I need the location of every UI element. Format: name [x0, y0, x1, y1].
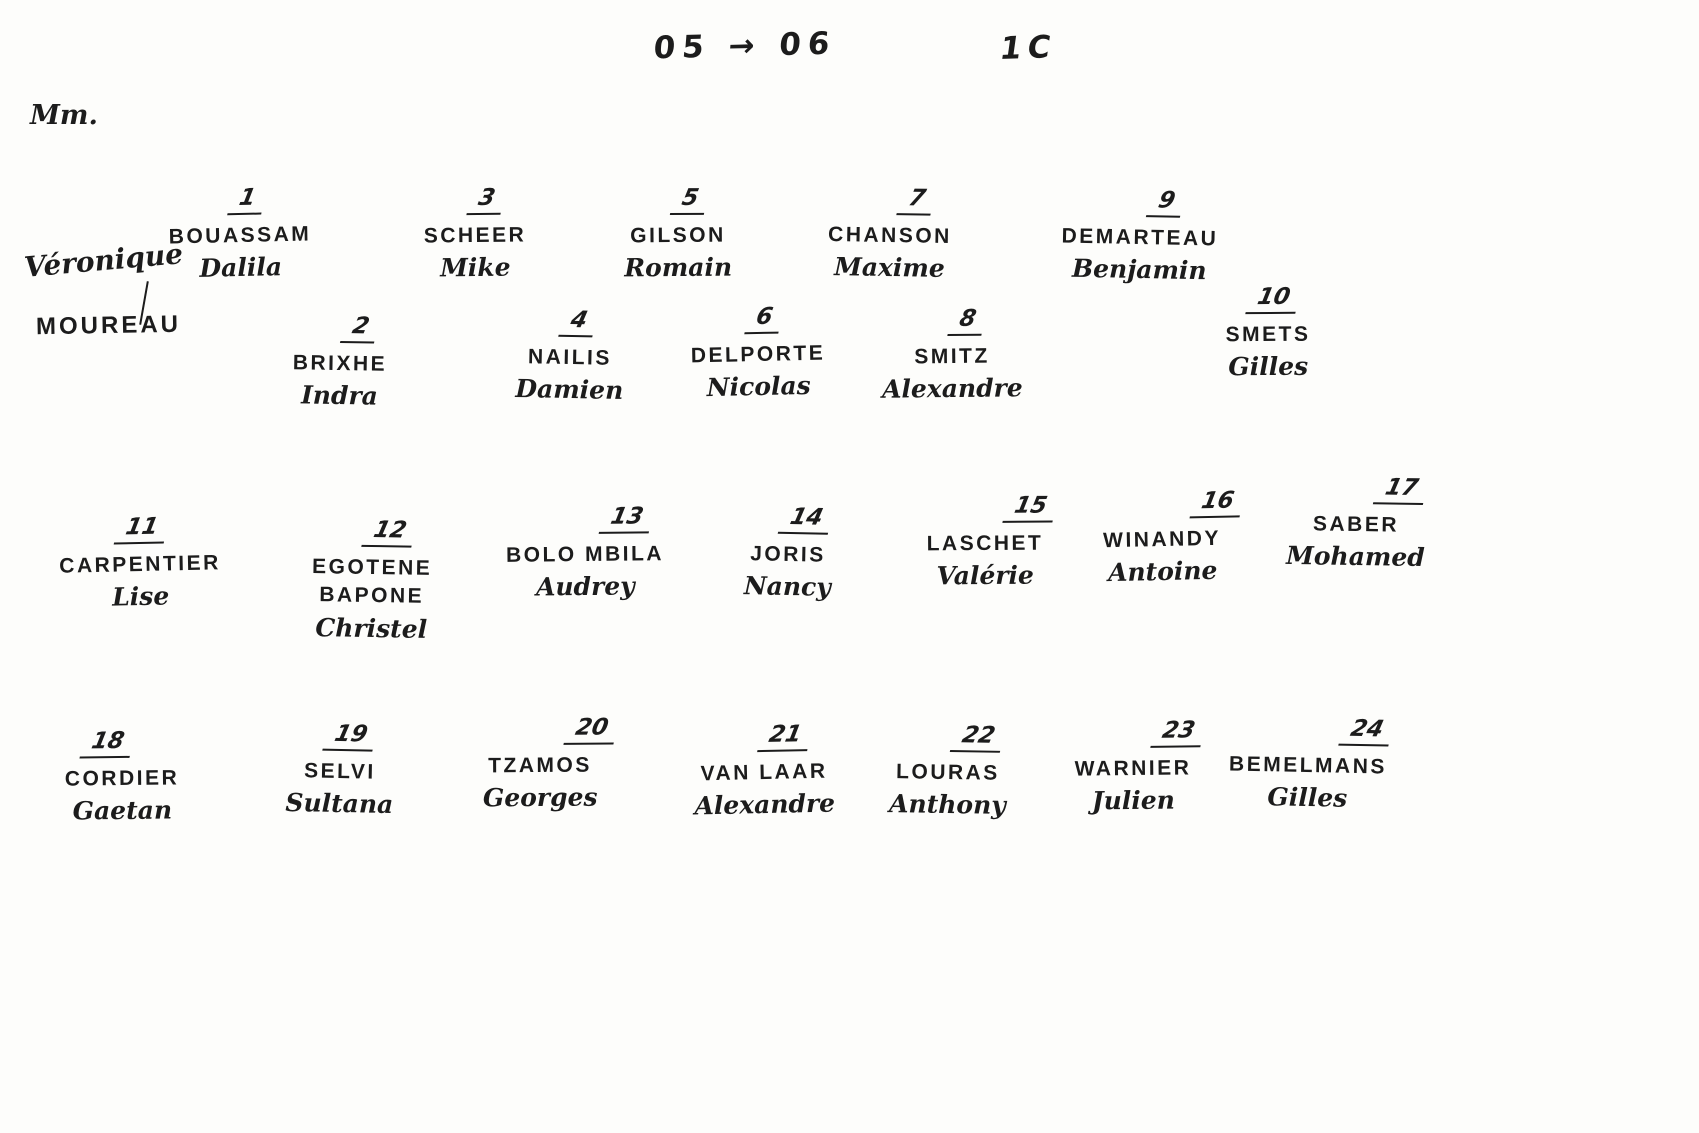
seat-14: [744, 503, 833, 602]
seat-number: 7: [896, 185, 937, 215]
student-first-name: Romain: [624, 252, 733, 283]
student-last-name: DELPORTE: [690, 341, 826, 368]
student-last-name: EGOTENE BAPONE: [311, 555, 433, 609]
seat-6: [690, 303, 826, 403]
student-first-name: Benjamin: [1071, 254, 1207, 286]
seat-5: [624, 185, 732, 283]
school-year-heading: 05 → 06: [652, 25, 838, 67]
seat-number: 9: [1146, 187, 1187, 218]
seat-number: 8: [948, 306, 988, 336]
student-last-name: VAN LAAR: [700, 759, 828, 786]
student-first-name: Christel: [315, 612, 428, 644]
student-last-name: BOLO MBILA: [505, 542, 665, 567]
seat-number: 4: [558, 307, 599, 338]
seat-number: 11: [113, 513, 169, 544]
seat-number: 6: [744, 303, 784, 334]
seat-9: [1061, 186, 1220, 286]
seat-16: [1102, 487, 1237, 588]
student-last-name: SCHEER: [423, 223, 527, 248]
student-first-name: Audrey: [535, 571, 635, 602]
student-last-name: LASCHET: [926, 531, 1044, 556]
student-last-name: NAILIS: [527, 345, 613, 370]
student-last-name: SMITZ: [914, 344, 990, 369]
student-last-name: BEMELMANS: [1228, 752, 1388, 779]
teacher-last-name: MOUREAU: [35, 310, 182, 341]
student-first-name: Maxime: [833, 252, 946, 284]
student-first-name: Gilles: [1228, 352, 1309, 382]
seat-23: [1074, 717, 1198, 816]
student-first-name: Nancy: [743, 571, 832, 603]
teacher-first-name: Véronique: [22, 237, 185, 284]
seat-4: [515, 306, 625, 405]
seat-number: 10: [1246, 284, 1302, 314]
seat-21: [693, 721, 836, 821]
student-first-name: Alexandre: [881, 373, 1023, 405]
student-last-name: TZAMOS: [488, 753, 592, 778]
seat-number: 20: [564, 714, 620, 744]
seat-number: 3: [467, 185, 507, 215]
class-label: 1C: [997, 28, 1059, 68]
student-first-name: Gilles: [1267, 782, 1348, 814]
student-last-name: CARPENTIER: [59, 551, 222, 578]
seat-15: [926, 492, 1050, 591]
student-first-name: Mike: [440, 252, 511, 283]
seat-19: [285, 720, 395, 819]
seat-number: 17: [1373, 474, 1430, 505]
student-first-name: Alexandre: [694, 788, 836, 821]
seat-20: [482, 714, 611, 813]
seat-number: 18: [80, 728, 136, 759]
seat-number: 16: [1189, 487, 1245, 518]
seat-number: 2: [340, 313, 381, 343]
student-last-name: SELVI: [303, 759, 376, 784]
seat-22: [889, 721, 1007, 820]
student-last-name: GILSON: [630, 223, 726, 248]
student-first-name: Indra: [300, 380, 379, 411]
student-last-name: BRIXHE: [292, 351, 388, 376]
seat-number: 23: [1151, 717, 1207, 748]
student-first-name: Julien: [1091, 785, 1176, 816]
student-first-name: Damien: [515, 374, 624, 406]
student-last-name: CORDIER: [64, 766, 180, 791]
seat-number: 13: [599, 503, 655, 534]
seat-18: [64, 727, 179, 826]
student-first-name: Mohamed: [1285, 541, 1425, 573]
seat-13: [506, 503, 665, 602]
student-first-name: Georges: [482, 782, 598, 813]
seat-number: 5: [670, 185, 710, 215]
student-first-name: Valérie: [936, 561, 1034, 591]
seat-7: [827, 184, 952, 283]
student-last-name: JORIS: [749, 542, 826, 567]
seat-24: [1228, 713, 1388, 813]
madame-abbreviation: Mm.: [30, 100, 98, 131]
student-last-name: CHANSON: [827, 223, 952, 248]
seat-2: [292, 312, 388, 411]
student-first-name: Nicolas: [706, 371, 812, 403]
student-last-name: BOUASSAM: [168, 222, 312, 249]
seat-number: 19: [322, 721, 379, 752]
seat-8: [881, 305, 1023, 404]
student-first-name: Sultana: [285, 788, 394, 820]
seat-number: 21: [757, 721, 813, 752]
seat-number: 22: [950, 722, 1007, 753]
seat-3: [423, 184, 527, 282]
seat-12: [311, 516, 433, 644]
student-first-name: Dalila: [199, 252, 283, 284]
seat-number: 24: [1338, 716, 1395, 747]
student-first-name: Anthony: [888, 789, 1007, 821]
seat-number: 15: [1003, 492, 1059, 522]
student-last-name: SMETS: [1225, 322, 1311, 347]
student-first-name: Gaetan: [72, 795, 173, 826]
seat-11: [58, 512, 222, 613]
student-last-name: DEMARTEAU: [1061, 224, 1219, 251]
seat-number: 1: [227, 184, 267, 215]
seat-17: [1286, 473, 1426, 573]
seat-1: [168, 184, 313, 284]
student-first-name: Antoine: [1107, 556, 1218, 588]
seat-number: 12: [361, 517, 418, 548]
student-last-name: WINANDY: [1102, 526, 1222, 553]
student-first-name: Lise: [111, 581, 170, 612]
seat-number: 14: [778, 504, 835, 535]
student-last-name: WARNIER: [1074, 756, 1192, 781]
student-last-name: LOURAS: [895, 760, 1000, 785]
seat-10: [1225, 284, 1311, 382]
student-last-name: SABER: [1312, 512, 1400, 537]
